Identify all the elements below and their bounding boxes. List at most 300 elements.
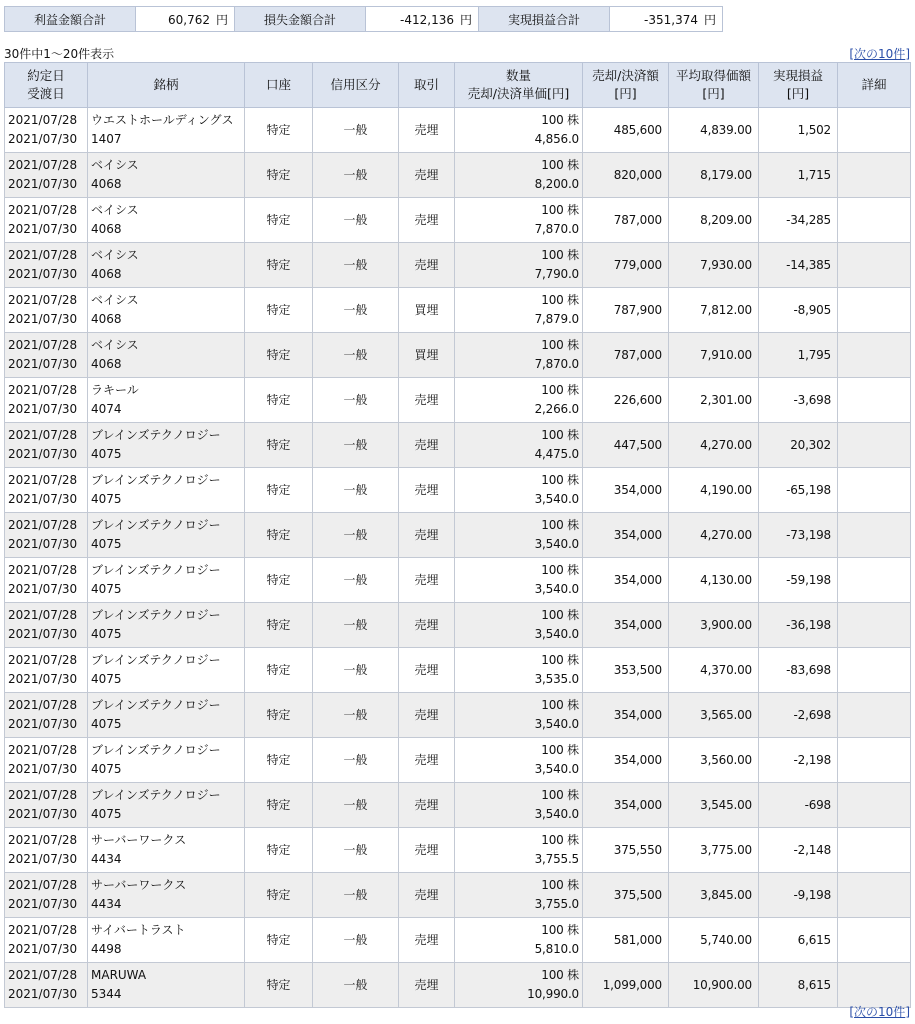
- name-text: ブレインズテクノロジー: [91, 608, 221, 622]
- table-row: [5, 108, 911, 153]
- settle-date-text: 2021/07/30: [8, 762, 78, 776]
- realized-pl-cell: -2,698: [759, 693, 838, 738]
- header-amount: 売却/決済額 [円]: [583, 63, 669, 108]
- qty-text: 100 株: [541, 158, 579, 172]
- account-cell: 特定: [245, 693, 313, 738]
- table-row: [5, 828, 911, 873]
- date-cell: [5, 783, 88, 828]
- next-page-link-bottom[interactable]: [次の10件]: [849, 1005, 910, 1019]
- next-page-link-text[interactable]: 次の10件: [854, 1005, 906, 1019]
- code-text: 4075: [91, 447, 122, 461]
- settle-date-text: 2021/07/30: [8, 627, 78, 641]
- amount-cell: 447,500: [583, 423, 669, 468]
- amount-cell: 354,000: [583, 783, 669, 828]
- code-text: 4075: [91, 492, 122, 506]
- name-text: ラキール: [91, 383, 139, 397]
- credit-type-cell: 一般: [313, 153, 399, 198]
- quantity-price-cell: [455, 693, 583, 738]
- trade-type-cell: 売埋: [399, 693, 455, 738]
- account-cell: 特定: [245, 828, 313, 873]
- next-page-link-top[interactable]: [次の10件]: [849, 47, 910, 61]
- quantity-price-cell: [455, 423, 583, 468]
- realized-pl-cell: 1,502: [759, 108, 838, 153]
- settle-date-text: 2021/07/30: [8, 582, 78, 596]
- date-cell: [5, 738, 88, 783]
- name-text: サイバートラスト: [91, 923, 186, 937]
- table-header-row: [5, 63, 911, 108]
- trade-type-cell: 売埋: [399, 873, 455, 918]
- name-text: ブレインズテクノロジー: [91, 653, 221, 667]
- average-price-cell: 2,301.00: [669, 378, 759, 423]
- trade-type-cell: 売埋: [399, 783, 455, 828]
- stock-cell: [88, 828, 245, 873]
- code-text: 4075: [91, 762, 122, 776]
- header-stock-name: 銘柄: [88, 63, 245, 108]
- qty-text: 100 株: [541, 788, 579, 802]
- quantity-price-cell: [455, 378, 583, 423]
- quantity-price-cell: [455, 873, 583, 918]
- trade-type-cell: 売埋: [399, 558, 455, 603]
- trade-date-text: 2021/07/28: [8, 518, 78, 532]
- credit-type-cell: 一般: [313, 288, 399, 333]
- realized-pl-cell: 6,615: [759, 918, 838, 963]
- realized-pl-cell: 20,302: [759, 423, 838, 468]
- average-price-cell: 5,740.00: [669, 918, 759, 963]
- account-cell: 特定: [245, 558, 313, 603]
- qty-text: 100 株: [541, 563, 579, 577]
- name-text: ブレインズテクノロジー: [91, 698, 221, 712]
- code-text: 4498: [91, 942, 122, 956]
- price-text: 3,540.0: [534, 807, 579, 821]
- detail-cell: [838, 918, 911, 963]
- detail-cell: [838, 648, 911, 693]
- quantity-price-cell: [455, 108, 583, 153]
- realized-pl-cell: 8,615: [759, 963, 838, 1008]
- trade-date-text: 2021/07/28: [8, 698, 78, 712]
- settle-date-text: 2021/07/30: [8, 492, 78, 506]
- header-realized-pl: 実現損益 [円]: [759, 63, 838, 108]
- date-cell: [5, 828, 88, 873]
- realized-pl-cell: -2,198: [759, 738, 838, 783]
- account-cell: 特定: [245, 648, 313, 693]
- table-row: [5, 558, 911, 603]
- amount-cell: 375,550: [583, 828, 669, 873]
- table-row: [5, 963, 911, 1008]
- settle-date-text: 2021/07/30: [8, 312, 78, 326]
- detail-cell: [838, 963, 911, 1008]
- stock-cell: [88, 783, 245, 828]
- credit-type-cell: 一般: [313, 558, 399, 603]
- trade-date-text: 2021/07/28: [8, 923, 78, 937]
- account-cell: 特定: [245, 153, 313, 198]
- date-cell: [5, 648, 88, 693]
- trade-date-text: 2021/07/28: [8, 563, 78, 577]
- table-row: [5, 513, 911, 558]
- quantity-price-cell: [455, 513, 583, 558]
- average-price-cell: 3,545.00: [669, 783, 759, 828]
- account-cell: 特定: [245, 378, 313, 423]
- table-row: [5, 918, 911, 963]
- credit-type-cell: 一般: [313, 108, 399, 153]
- code-text: 4068: [91, 222, 122, 236]
- trade-date-text: 2021/07/28: [8, 338, 78, 352]
- trade-date-text: 2021/07/28: [8, 428, 78, 442]
- credit-type-cell: 一般: [313, 378, 399, 423]
- quantity-price-cell: [455, 468, 583, 513]
- realized-pl-cell: -8,905: [759, 288, 838, 333]
- average-price-cell: 4,839.00: [669, 108, 759, 153]
- stock-cell: [88, 333, 245, 378]
- trade-type-cell: 売埋: [399, 918, 455, 963]
- realized-total-value: -351,374 円: [610, 7, 723, 32]
- detail-cell: [838, 693, 911, 738]
- quantity-price-cell: [455, 288, 583, 333]
- average-price-cell: 4,270.00: [669, 513, 759, 558]
- trade-date-text: 2021/07/28: [8, 743, 78, 757]
- quantity-price-cell: [455, 333, 583, 378]
- header-trade-type: 取引: [399, 63, 455, 108]
- trade-date-text: 2021/07/28: [8, 608, 78, 622]
- trade-date-text: 2021/07/28: [8, 203, 78, 217]
- price-text: 5,810.0: [534, 942, 579, 956]
- stock-cell: [88, 108, 245, 153]
- account-cell: 特定: [245, 918, 313, 963]
- next-page-link-text[interactable]: 次の10件: [854, 47, 906, 61]
- average-price-cell: 4,130.00: [669, 558, 759, 603]
- detail-cell: [838, 783, 911, 828]
- name-text: ベイシス: [91, 293, 139, 307]
- table-row: [5, 693, 911, 738]
- date-cell: [5, 378, 88, 423]
- account-cell: 特定: [245, 873, 313, 918]
- amount-cell: 779,000: [583, 243, 669, 288]
- stock-cell: [88, 288, 245, 333]
- average-price-cell: 3,845.00: [669, 873, 759, 918]
- qty-text: 100 株: [541, 743, 579, 757]
- detail-cell: [838, 153, 911, 198]
- table-row: [5, 288, 911, 333]
- amount-cell: 354,000: [583, 603, 669, 648]
- header-account: 口座: [245, 63, 313, 108]
- price-text: 7,790.0: [534, 267, 579, 281]
- stock-cell: [88, 423, 245, 468]
- stock-cell: [88, 198, 245, 243]
- detail-cell: [838, 378, 911, 423]
- account-cell: 特定: [245, 963, 313, 1008]
- name-text: ベイシス: [91, 338, 139, 352]
- average-price-cell: 7,930.00: [669, 243, 759, 288]
- amount-cell: 1,099,000: [583, 963, 669, 1008]
- detail-cell: [838, 198, 911, 243]
- settle-date-text: 2021/07/30: [8, 717, 78, 731]
- stock-cell: [88, 693, 245, 738]
- trade-date-text: 2021/07/28: [8, 968, 78, 982]
- settle-date-text: 2021/07/30: [8, 267, 78, 281]
- name-text: MARUWA: [91, 968, 147, 982]
- name-text: ブレインズテクノロジー: [91, 518, 221, 532]
- qty-text: 100 株: [541, 473, 579, 487]
- average-price-cell: 3,900.00: [669, 603, 759, 648]
- amount-cell: 787,000: [583, 198, 669, 243]
- credit-type-cell: 一般: [313, 783, 399, 828]
- table-row: [5, 333, 911, 378]
- date-cell: [5, 423, 88, 468]
- amount-cell: 787,900: [583, 288, 669, 333]
- amount-cell: 820,000: [583, 153, 669, 198]
- account-cell: 特定: [245, 333, 313, 378]
- trade-date-text: 2021/07/28: [8, 473, 78, 487]
- realized-pl-cell: 1,715: [759, 153, 838, 198]
- trade-date-text: 2021/07/28: [8, 383, 78, 397]
- detail-cell: [838, 108, 911, 153]
- average-price-cell: 7,910.00: [669, 333, 759, 378]
- quantity-price-cell: [455, 603, 583, 648]
- stock-cell: [88, 243, 245, 288]
- detail-cell: [838, 513, 911, 558]
- trade-type-cell: 売埋: [399, 108, 455, 153]
- date-cell: [5, 693, 88, 738]
- average-price-cell: 4,370.00: [669, 648, 759, 693]
- price-text: 3,540.0: [534, 582, 579, 596]
- table-row: [5, 423, 911, 468]
- stock-cell: [88, 648, 245, 693]
- date-cell: [5, 333, 88, 378]
- detail-cell: [838, 738, 911, 783]
- date-cell: [5, 153, 88, 198]
- detail-cell: [838, 243, 911, 288]
- code-text: 5344: [91, 987, 122, 1001]
- date-cell: [5, 288, 88, 333]
- price-text: 3,755.0: [534, 897, 579, 911]
- credit-type-cell: 一般: [313, 693, 399, 738]
- price-text: 7,879.0: [534, 312, 579, 326]
- price-text: 3,755.5: [534, 852, 579, 866]
- date-cell: [5, 963, 88, 1008]
- header-date: 約定日 受渡日: [5, 63, 88, 108]
- code-text: 4434: [91, 852, 122, 866]
- name-text: ベイシス: [91, 203, 139, 217]
- trade-date-text: 2021/07/28: [8, 293, 78, 307]
- average-price-cell: 3,565.00: [669, 693, 759, 738]
- name-text: ブレインズテクノロジー: [91, 473, 221, 487]
- table-row: [5, 783, 911, 828]
- realized-pl-cell: -36,198: [759, 603, 838, 648]
- realized-pl-cell: 1,795: [759, 333, 838, 378]
- account-cell: 特定: [245, 603, 313, 648]
- detail-cell: [838, 333, 911, 378]
- credit-type-cell: 一般: [313, 873, 399, 918]
- amount-cell: 226,600: [583, 378, 669, 423]
- credit-type-cell: 一般: [313, 918, 399, 963]
- average-price-cell: 7,812.00: [669, 288, 759, 333]
- stock-cell: [88, 603, 245, 648]
- date-cell: [5, 918, 88, 963]
- trade-type-cell: 売埋: [399, 828, 455, 873]
- code-text: 4075: [91, 717, 122, 731]
- detail-cell: [838, 288, 911, 333]
- account-cell: 特定: [245, 108, 313, 153]
- date-cell: [5, 198, 88, 243]
- amount-cell: 354,000: [583, 738, 669, 783]
- realized-pl-cell: -2,148: [759, 828, 838, 873]
- realized-pl-cell: -9,198: [759, 873, 838, 918]
- settle-date-text: 2021/07/30: [8, 222, 78, 236]
- credit-type-cell: 一般: [313, 738, 399, 783]
- average-price-cell: 8,209.00: [669, 198, 759, 243]
- price-text: 7,870.0: [534, 357, 579, 371]
- code-text: 4075: [91, 807, 122, 821]
- credit-type-cell: 一般: [313, 423, 399, 468]
- trade-type-cell: 売埋: [399, 423, 455, 468]
- account-cell: 特定: [245, 738, 313, 783]
- table-row: [5, 873, 911, 918]
- price-text: 3,540.0: [534, 717, 579, 731]
- date-cell: [5, 513, 88, 558]
- code-text: 4068: [91, 357, 122, 371]
- price-text: 4,856.0: [534, 132, 579, 146]
- trade-history-table: [4, 62, 911, 1008]
- amount-cell: 581,000: [583, 918, 669, 963]
- code-text: 4068: [91, 267, 122, 281]
- amount-cell: 375,500: [583, 873, 669, 918]
- date-cell: [5, 468, 88, 513]
- amount-cell: 353,500: [583, 648, 669, 693]
- detail-cell: [838, 873, 911, 918]
- qty-text: 100 株: [541, 698, 579, 712]
- qty-text: 100 株: [541, 338, 579, 352]
- settle-date-text: 2021/07/30: [8, 807, 78, 821]
- price-text: 8,200.0: [534, 177, 579, 191]
- qty-text: 100 株: [541, 833, 579, 847]
- quantity-price-cell: [455, 153, 583, 198]
- settle-date-text: 2021/07/30: [8, 357, 78, 371]
- qty-text: 100 株: [541, 248, 579, 262]
- trade-type-cell: 売埋: [399, 378, 455, 423]
- account-cell: 特定: [245, 288, 313, 333]
- stock-cell: [88, 378, 245, 423]
- trade-type-cell: 売埋: [399, 603, 455, 648]
- quantity-price-cell: [455, 828, 583, 873]
- account-cell: 特定: [245, 423, 313, 468]
- credit-type-cell: 一般: [313, 513, 399, 558]
- name-text: ブレインズテクノロジー: [91, 743, 221, 757]
- amount-cell: 787,000: [583, 333, 669, 378]
- realized-pl-cell: -59,198: [759, 558, 838, 603]
- stock-cell: [88, 468, 245, 513]
- result-count: 30件中1～20件表示: [4, 47, 115, 61]
- code-text: 4434: [91, 897, 122, 911]
- profit-total-label: 利益金額合計: [5, 7, 136, 32]
- settle-date-text: 2021/07/30: [8, 537, 78, 551]
- date-cell: [5, 108, 88, 153]
- trade-date-text: 2021/07/28: [8, 653, 78, 667]
- quantity-price-cell: [455, 243, 583, 288]
- stock-cell: [88, 963, 245, 1008]
- price-text: 10,990.0: [527, 987, 579, 1001]
- name-text: ブレインズテクノロジー: [91, 428, 221, 442]
- header-average-price: 平均取得価額 [円]: [669, 63, 759, 108]
- quantity-price-cell: [455, 558, 583, 603]
- loss-total-label: 損失金額合計: [235, 7, 366, 32]
- realized-pl-cell: -14,385: [759, 243, 838, 288]
- qty-text: 100 株: [541, 383, 579, 397]
- name-text: ウエストホールディングス: [91, 113, 234, 127]
- detail-cell: [838, 828, 911, 873]
- code-text: 4075: [91, 537, 122, 551]
- amount-cell: 354,000: [583, 693, 669, 738]
- date-cell: [5, 873, 88, 918]
- code-text: 4075: [91, 672, 122, 686]
- average-price-cell: 10,900.00: [669, 963, 759, 1008]
- date-cell: [5, 243, 88, 288]
- quantity-price-cell: [455, 738, 583, 783]
- credit-type-cell: 一般: [313, 198, 399, 243]
- qty-text: 100 株: [541, 878, 579, 892]
- code-text: 4075: [91, 627, 122, 641]
- table-row: [5, 153, 911, 198]
- name-text: ブレインズテクノロジー: [91, 788, 221, 802]
- realized-total-label: 実現損益合計: [479, 7, 610, 32]
- table-row: [5, 468, 911, 513]
- price-text: 3,540.0: [534, 627, 579, 641]
- settle-date-text: 2021/07/30: [8, 897, 78, 911]
- trade-type-cell: 売埋: [399, 468, 455, 513]
- settle-date-text: 2021/07/30: [8, 672, 78, 686]
- code-text: 4074: [91, 402, 122, 416]
- name-text: ベイシス: [91, 158, 139, 172]
- qty-text: 100 株: [541, 428, 579, 442]
- trade-type-cell: 売埋: [399, 513, 455, 558]
- account-cell: 特定: [245, 783, 313, 828]
- trade-type-cell: 売埋: [399, 153, 455, 198]
- price-text: 3,535.0: [534, 672, 579, 686]
- qty-text: 100 株: [541, 113, 579, 127]
- stock-cell: [88, 918, 245, 963]
- price-text: 7,870.0: [534, 222, 579, 236]
- account-cell: 特定: [245, 468, 313, 513]
- account-cell: 特定: [245, 243, 313, 288]
- summary-bar: [4, 6, 723, 32]
- trade-type-cell: 売埋: [399, 243, 455, 288]
- name-text: ベイシス: [91, 248, 139, 262]
- price-text: 3,540.0: [534, 492, 579, 506]
- qty-text: 100 株: [541, 518, 579, 532]
- date-cell: [5, 603, 88, 648]
- stock-cell: [88, 558, 245, 603]
- qty-text: 100 株: [541, 608, 579, 622]
- settle-date-text: 2021/07/30: [8, 132, 78, 146]
- trade-type-cell: 売埋: [399, 648, 455, 693]
- settle-date-text: 2021/07/30: [8, 447, 78, 461]
- amount-cell: 354,000: [583, 558, 669, 603]
- credit-type-cell: 一般: [313, 333, 399, 378]
- trade-date-text: 2021/07/28: [8, 248, 78, 262]
- table-row: [5, 243, 911, 288]
- realized-pl-cell: -83,698: [759, 648, 838, 693]
- table-row: [5, 198, 911, 243]
- stock-cell: [88, 513, 245, 558]
- trade-date-text: 2021/07/28: [8, 158, 78, 172]
- name-text: サーバーワークス: [91, 878, 187, 892]
- stock-cell: [88, 153, 245, 198]
- qty-text: 100 株: [541, 203, 579, 217]
- amount-cell: 354,000: [583, 468, 669, 513]
- quantity-price-cell: [455, 783, 583, 828]
- realized-pl-cell: -34,285: [759, 198, 838, 243]
- loss-total-value: -412,136 円: [366, 7, 479, 32]
- settle-date-text: 2021/07/30: [8, 852, 78, 866]
- header-credit-type: 信用区分: [313, 63, 399, 108]
